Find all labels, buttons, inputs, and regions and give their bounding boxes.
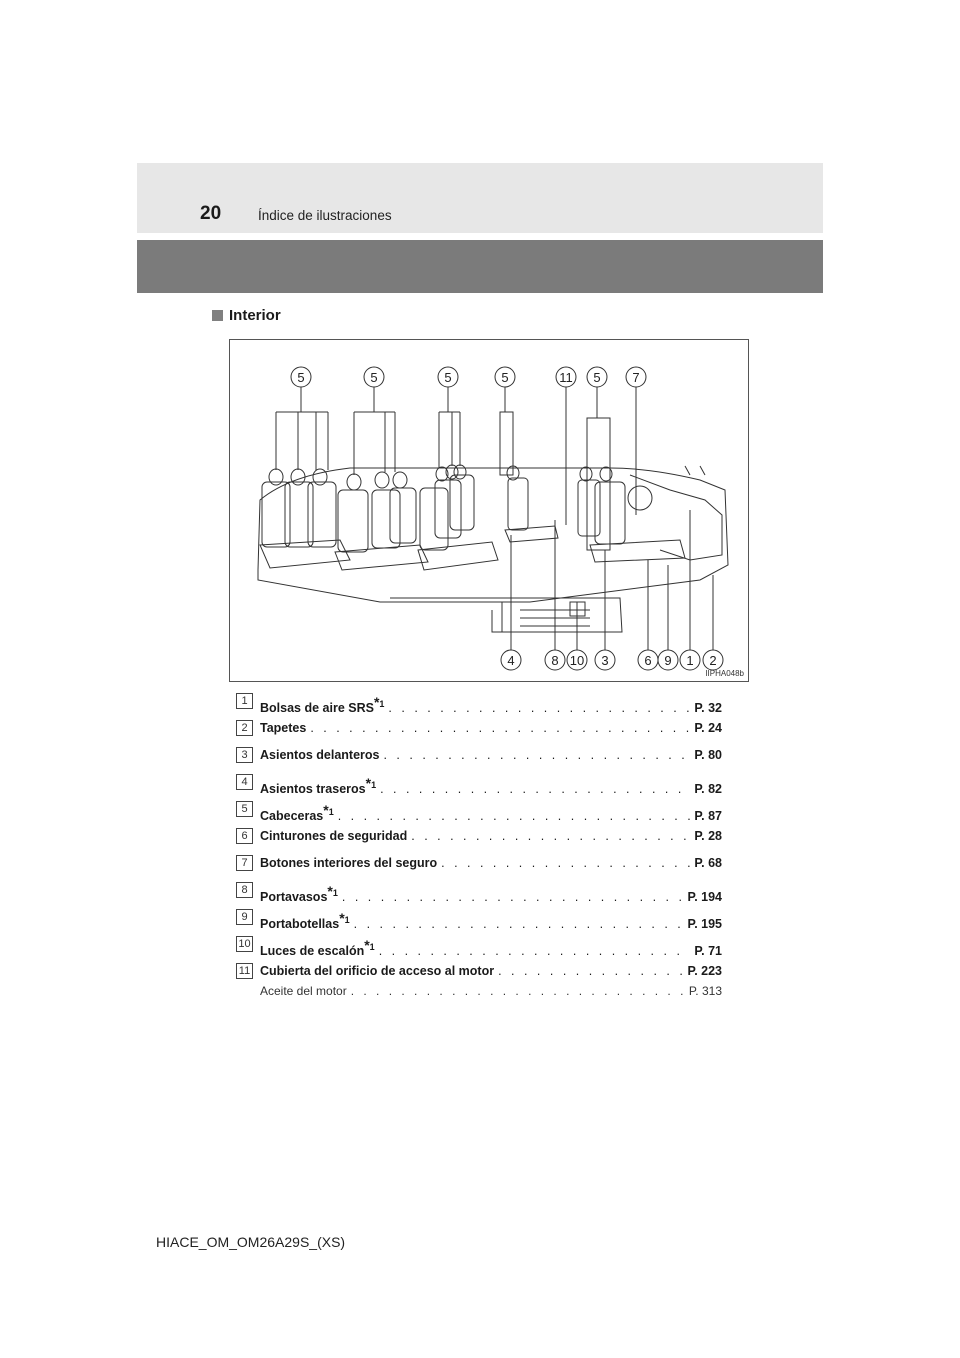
item-page: P. 28 (694, 829, 722, 843)
van-interior-drawing (230, 340, 750, 683)
legend-item (236, 960, 722, 1004)
item-label: Portabotellas (260, 917, 340, 932)
item-number: 10 (236, 936, 253, 952)
item-label: Cubierta del orificio de acceso al motor (260, 964, 495, 978)
section-heading (212, 307, 281, 324)
callout-6: 6 (644, 653, 652, 668)
item-page: P. 223 (687, 964, 722, 978)
item-page: P. 87 (694, 809, 722, 824)
callout-3: 3 (601, 653, 609, 668)
page-number: 20 (200, 203, 222, 224)
callout-7: 7 (632, 370, 640, 385)
item-number: 4 (236, 774, 253, 790)
item-label: Bolsas de aire SRS (260, 701, 374, 716)
document-code: HIACE_OM_OM26A29S_(XS) (156, 1234, 346, 1250)
header-bar (137, 240, 823, 293)
item-label: Tapetes (260, 721, 307, 735)
item-page: P. 32 (694, 701, 722, 716)
item-number: 5 (236, 801, 253, 817)
item-label: Cabeceras (260, 809, 324, 824)
legend-item (236, 771, 722, 798)
legend-item (236, 825, 722, 852)
callout-8: 8 (551, 653, 559, 668)
legend-list (236, 690, 722, 1004)
item-number: 6 (236, 828, 253, 844)
item-page: P. 195 (687, 917, 722, 932)
callout-5e: 5 (593, 370, 601, 385)
footnote-marker: *1 (327, 883, 338, 899)
legend-item (236, 933, 722, 960)
legend-item (236, 906, 722, 933)
item-page: P. 24 (694, 721, 722, 735)
item-label: Luces de escalón (260, 944, 365, 959)
item-page: P. 71 (694, 944, 722, 959)
item-page: P. 68 (694, 856, 722, 870)
item-number: 9 (236, 909, 253, 925)
square-bullet-icon (212, 310, 223, 321)
callout-5c: 5 (444, 370, 452, 385)
callout-5d: 5 (501, 370, 509, 385)
legend-item (236, 798, 722, 825)
legend-item (236, 717, 722, 744)
item-label: Botones interiores del seguro (260, 856, 438, 870)
item-number: 2 (236, 720, 253, 736)
section-title: Interior (229, 307, 281, 324)
legend-item (236, 744, 722, 771)
item-label: Asientos delanteros (260, 748, 380, 762)
item-page: P. 194 (687, 890, 722, 905)
callout-4: 4 (507, 653, 515, 668)
item-label: Asientos traseros (260, 782, 366, 797)
footnote-marker: *1 (364, 937, 375, 953)
legend-item (236, 852, 722, 879)
callout-10: 10 (569, 653, 585, 668)
item-number: 3 (236, 747, 253, 763)
figure-code: IIPHA048b (705, 669, 744, 678)
legend-item (236, 690, 722, 717)
callout-9: 9 (664, 653, 672, 668)
item-page: P. 80 (694, 748, 722, 762)
chapter-title: Índice de ilustraciones (258, 208, 392, 223)
sub-item-label: Aceite del motor (260, 984, 347, 998)
interior-illustration (229, 339, 749, 682)
item-label: Portavasos (260, 890, 328, 905)
sub-item-page: P. 313 (688, 984, 722, 998)
callout-5b: 5 (370, 370, 378, 385)
footnote-marker: *1 (339, 910, 350, 926)
footnote-marker: *1 (365, 775, 377, 791)
item-page: P. 82 (694, 782, 722, 797)
callout-1: 1 (686, 653, 694, 668)
legend-item (236, 879, 722, 906)
item-number: 8 (236, 882, 253, 898)
callout-11: 11 (559, 370, 573, 385)
callout-2: 2 (709, 653, 717, 668)
footnote-marker: *1 (373, 694, 385, 710)
item-label: Cinturones de seguridad (260, 829, 408, 843)
item-number: 11 (236, 963, 253, 979)
item-number: 1 (236, 693, 253, 709)
item-number: 7 (236, 855, 253, 871)
header-band (137, 163, 823, 233)
footnote-marker: *1 (323, 802, 334, 818)
callout-5a: 5 (297, 370, 305, 385)
